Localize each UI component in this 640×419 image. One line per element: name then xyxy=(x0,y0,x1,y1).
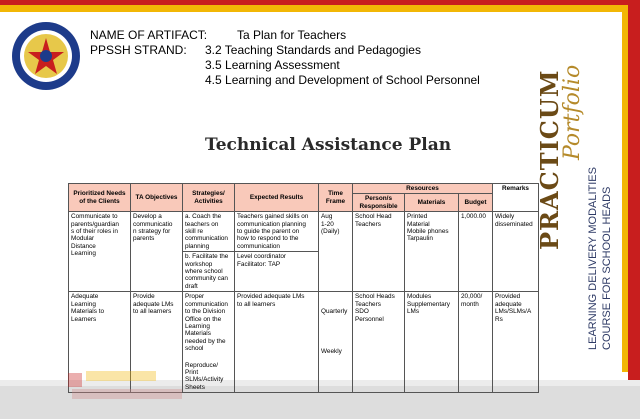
cell-results: Provided adequate LMs to all learners xyxy=(235,292,319,393)
cell-time: Aug 1-20 (Daily) xyxy=(319,212,353,292)
header-needs: Prioritized Needs of the Clients xyxy=(69,184,131,212)
header-strategies: Strategies/ Activities xyxy=(183,184,235,212)
header-persons: Person/s Responsible xyxy=(353,194,405,212)
right-yellow-bar xyxy=(622,12,628,372)
header-objectives: TA Objectives xyxy=(131,184,183,212)
cell-objectives: Provide adequate LMs to all learners xyxy=(131,292,183,393)
strand-item: 3.5 Learning Assessment xyxy=(205,58,340,72)
cell-time: Quarterly Weekly xyxy=(319,292,353,393)
ta-plan-table xyxy=(68,183,538,391)
strand-label: PPSSH STRAND: xyxy=(90,43,187,57)
cell-budget: 1,000.00 xyxy=(459,212,493,292)
artifact-label: NAME OF ARTIFACT: xyxy=(90,28,208,42)
cell-needs: Adequate Learning Materials to Learners xyxy=(69,292,131,393)
cell-persons: School Heads Teachers SDO Personnel xyxy=(353,292,405,393)
strand-item: 4.5 Learning and Development of School Personnel xyxy=(205,73,480,87)
header-time: Time Frame xyxy=(319,184,353,212)
sulong-kalidad-watermark-icon xyxy=(68,367,188,403)
page-title: Technical Assistance Plan xyxy=(205,135,452,155)
cell-needs: Communicate to parents/guardian s of their roles in Modular Distance Learning xyxy=(69,212,131,292)
cell-objectives: Develop a communicatio n strategy for parents xyxy=(131,212,183,292)
side-modalities-text: LEARNING DELIVERY MODALITIES xyxy=(587,167,599,350)
cell-remarks: Provided adequate LMs/SLMs/A Rs xyxy=(493,292,539,393)
cell-materials: Modules Supplementary LMs xyxy=(405,292,459,393)
cell-strategy-b: b. Facilitate the workshop where school community can draft xyxy=(183,252,235,292)
header-results: Expected Results xyxy=(235,184,319,212)
table-row xyxy=(69,212,539,252)
side-practicum-text: PRACTICUM xyxy=(535,69,564,250)
side-course-text: COURSE FOR SCHOOL HEADS xyxy=(601,186,613,350)
cell-materials: Printed Material Mobile phones Tarpaulin xyxy=(405,212,459,292)
cell-budget: 20,000/ month xyxy=(459,292,493,393)
top-yellow-bar xyxy=(0,5,640,12)
header-budget: Budget xyxy=(459,194,493,212)
strand-item: 3.2 Teaching Standards and Pedagogies xyxy=(205,43,421,57)
cell-strategy-a: a. Coach the teachers on skill re communication planning xyxy=(183,212,235,252)
division-seal-icon xyxy=(10,20,82,92)
artifact-value: Ta Plan for Teachers xyxy=(237,28,347,42)
side-portfolio-text: Portfolio xyxy=(560,64,585,160)
right-red-bar xyxy=(628,0,640,380)
header-remarks: Remarks xyxy=(493,184,539,212)
cell-remarks: Widely disseminated xyxy=(493,212,539,292)
cell-result-b: Level coordinator Facilitator: TAP xyxy=(235,252,319,292)
cell-result-a: Teachers gained skills on communication planning to guide the parent on how to respond to the communication xyxy=(235,212,319,252)
cell-strategies: Proper communication to the Division Office on the Learning Materials needed by the school Reproduce/ Print SLMs/Activity Sheets xyxy=(183,292,235,393)
header-resources: Resources xyxy=(353,184,493,194)
header-materials: Materials xyxy=(405,194,459,212)
cell-persons: School Head Teachers xyxy=(353,212,405,292)
